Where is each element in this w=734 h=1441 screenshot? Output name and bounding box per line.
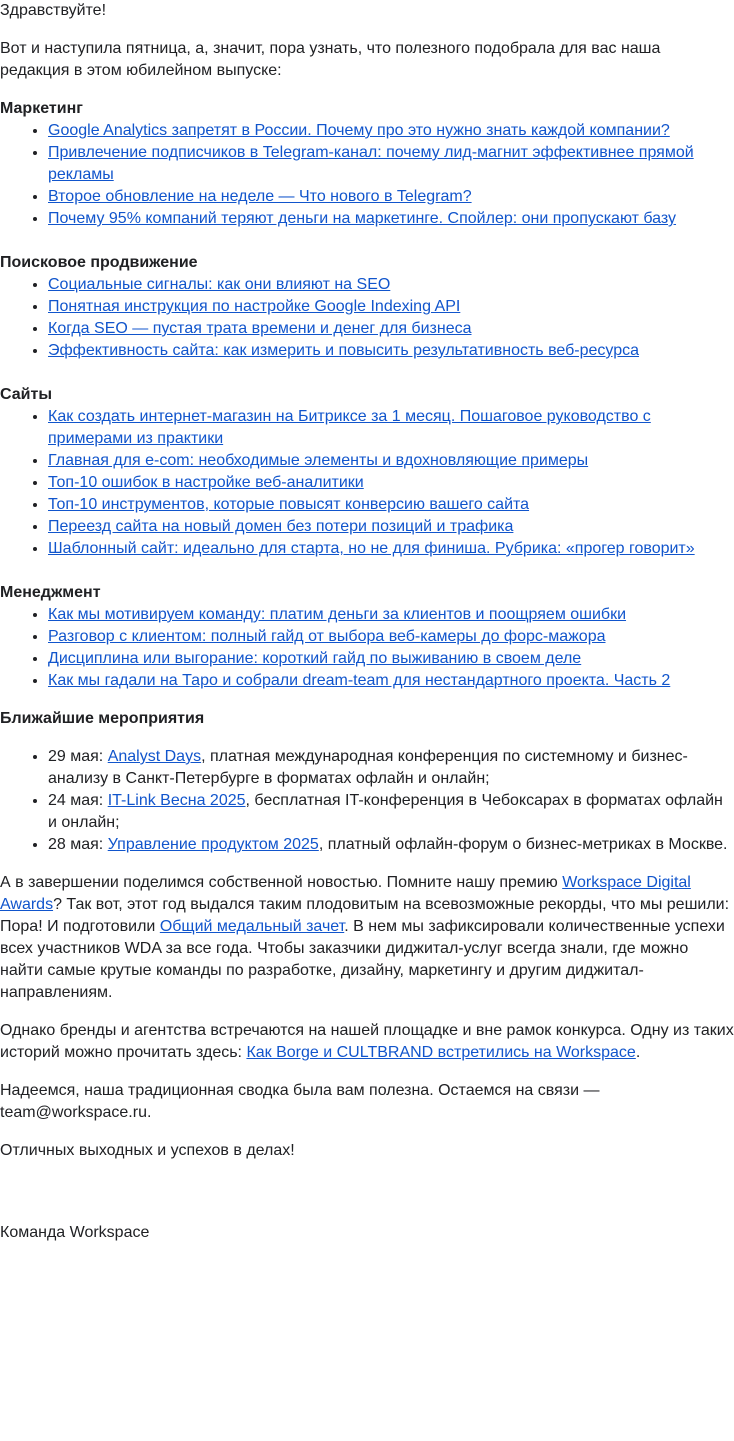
event-description: , платная международная конференция по системному и бизнес-анализу в Санкт-Петербурге в форматах офлайн и онлайн; xyxy=(48,748,688,787)
section-title-seo: Поисковое продвижение xyxy=(0,254,198,271)
article-link[interactable]: Топ-10 ошибок в настройке веб-аналитики xyxy=(48,474,364,491)
spacer xyxy=(0,1162,734,1222)
sites-links xyxy=(0,406,734,560)
signature: Команда Workspace xyxy=(0,1224,150,1241)
list-item xyxy=(48,626,734,648)
text-fragment: ? Так вот, этот год выдался таким плодовитым на всевозможные рекорды, что мы решили: Пора! И подготовили xyxy=(0,896,730,935)
contact-paragraph: Надеемся, наша традиционная сводка была вам полезна. Остаемся на связи — team@workspace.ru. xyxy=(0,1082,600,1121)
text-fragment: А в завершении поделимся собственной новостью. Помните нашу премию xyxy=(0,874,563,891)
article-link[interactable]: Топ-10 инструментов, которые повысят конверсию вашего сайта xyxy=(48,496,530,513)
article-link[interactable]: Понятная инструкция по настройке Google Indexing API xyxy=(48,298,461,315)
text-fragment: . xyxy=(635,1044,641,1061)
list-item xyxy=(48,472,734,494)
awards-link[interactable]: Workspace Digital Awards xyxy=(0,874,691,913)
seo-links xyxy=(0,274,734,362)
list-item xyxy=(48,274,734,296)
list-item xyxy=(48,516,734,538)
spacer xyxy=(0,230,734,252)
list-item xyxy=(48,648,734,670)
article-link[interactable]: Привлечение подписчиков в Telegram-канал: почему лид-магнит эффективнее прямой рекламы xyxy=(48,144,694,183)
awards-paragraph xyxy=(0,872,734,1004)
events-list xyxy=(0,746,734,856)
article-link[interactable]: Главная для e-com: необходимые элементы и вдохновляющие примеры xyxy=(48,452,589,469)
event-link[interactable]: IT-Link Весна 2025 xyxy=(107,792,246,809)
list-item xyxy=(48,296,734,318)
event-description: , платный офлайн-форум о бизнес-метриках в Москве. xyxy=(318,836,728,853)
event-description: , бесплатная IT-конференция в Чебоксарах в форматах офлайн и онлайн; xyxy=(48,792,723,831)
list-item xyxy=(48,494,734,516)
list-item xyxy=(48,142,734,186)
text-fragment: Однако бренды и агентства встречаются на нашей площадке и вне рамок конкурса. Одну из таких историй можно прочитать здесь: xyxy=(0,1022,734,1061)
list-item xyxy=(48,670,734,692)
section-title-marketing: Маркетинг xyxy=(0,100,83,117)
greeting: Здравствуйте! xyxy=(0,2,107,19)
intro-paragraph: Вот и наступила пятница, а, значит, пора узнать, что полезного подобрала для вас наша редакция в этом юбилейном выпуске: xyxy=(0,40,661,79)
farewell-paragraph: Отличных выходных и успехов в делах! xyxy=(0,1142,295,1159)
article-link[interactable]: Как создать интернет-магазин на Битриксе за 1 месяц. Пошаговое руководство с примерами из практики xyxy=(48,408,651,447)
list-item xyxy=(48,406,734,450)
medal-standings-link[interactable]: Общий медальный зачет xyxy=(159,918,345,935)
text-fragment: . В нем мы зафиксировали количественные успехи всех участников WDA за все года. Чтобы заказчики диджитал-услуг всегда знали, где можно найти самые крутые команды по разработке, дизайну, маркетингу и другим диджитал-направлениям. xyxy=(0,918,725,1001)
event-date: 24 мая: xyxy=(48,792,108,809)
article-link[interactable]: Социальные сигналы: как они влияют на SEO xyxy=(48,276,391,293)
section-title-sites: Сайты xyxy=(0,386,52,403)
list-item xyxy=(48,340,734,362)
story-link[interactable]: Как Borge и CULTBRAND встретились на Workspace xyxy=(246,1044,636,1061)
article-link[interactable]: Как мы мотивируем команду: платим деньги за клиентов и поощряем ошибки xyxy=(48,606,627,623)
article-link[interactable]: Дисциплина или выгорание: короткий гайд по выживанию в своем деле xyxy=(48,650,582,667)
list-item xyxy=(48,186,734,208)
list-item xyxy=(48,450,734,472)
management-links xyxy=(0,604,734,692)
spacer xyxy=(0,560,734,582)
event-item xyxy=(48,746,734,790)
spacer xyxy=(0,362,734,384)
list-item xyxy=(48,120,734,142)
event-link[interactable]: Analyst Days xyxy=(107,748,202,765)
list-item xyxy=(48,318,734,340)
event-item xyxy=(48,834,734,856)
article-link[interactable]: Второе обновление на неделе — Что нового в Telegram? xyxy=(48,188,472,205)
event-date: 29 мая: xyxy=(48,748,108,765)
story-paragraph xyxy=(0,1020,734,1064)
event-item xyxy=(48,790,734,834)
marketing-links xyxy=(0,120,734,230)
events-title: Ближайшие мероприятия xyxy=(0,710,205,727)
article-link[interactable]: Переезд сайта на новый домен без потери позиций и трафика xyxy=(48,518,514,535)
event-date: 28 мая: xyxy=(48,836,108,853)
list-item xyxy=(48,208,734,230)
article-link[interactable]: Эффективность сайта: как измерить и повысить результативность веб-ресурса xyxy=(48,342,640,359)
article-link[interactable]: Шаблонный сайт: идеально для старта, но не для финиша. Рубрика: «прогер говорит» xyxy=(48,540,695,557)
article-link[interactable]: Разговор с клиентом: полный гайд от выбора веб-камеры до форс-мажора xyxy=(48,628,606,645)
article-link[interactable]: Google Analytics запретят в России. Почему про это нужно знать каждой компании? xyxy=(48,122,670,139)
article-link[interactable]: Как мы гадали на Таро и собрали dream-team для нестандартного проекта. Часть 2 xyxy=(48,672,671,689)
section-title-management: Менеджмент xyxy=(0,584,101,601)
article-link[interactable]: Когда SEO — пустая трата времени и денег для бизнеса xyxy=(48,320,472,337)
list-item xyxy=(48,604,734,626)
event-link[interactable]: Управление продуктом 2025 xyxy=(107,836,319,853)
article-link[interactable]: Почему 95% компаний теряют деньги на маркетинге. Спойлер: они пропускают базу xyxy=(48,210,677,227)
list-item xyxy=(48,538,734,560)
